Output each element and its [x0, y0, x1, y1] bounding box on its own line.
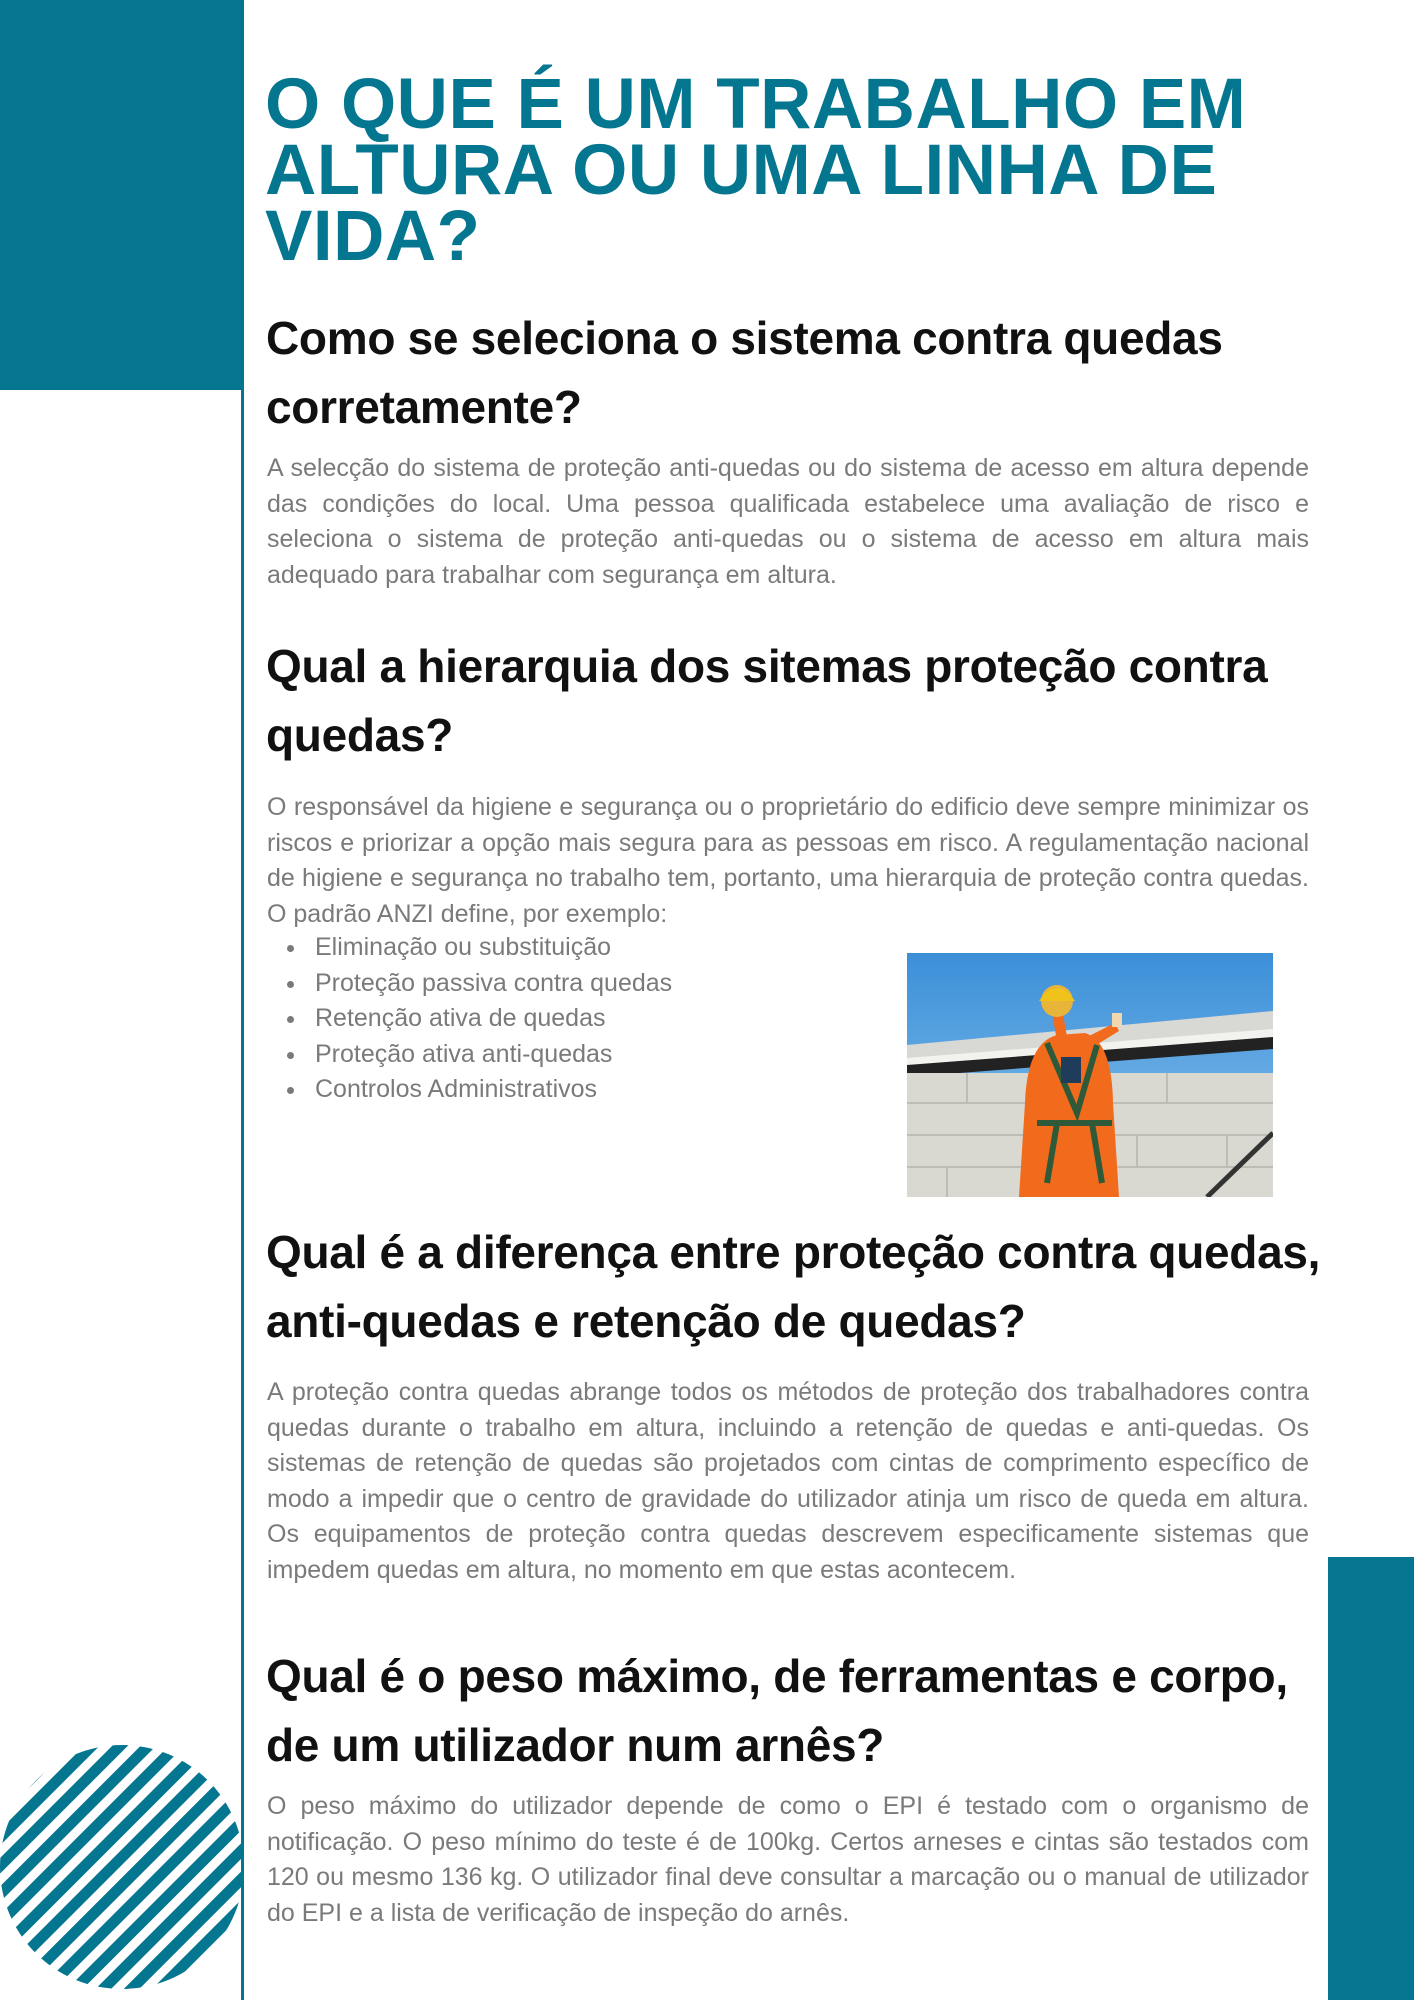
worker-harness-photo	[907, 953, 1273, 1197]
page-title: O QUE É UM TRABALHO EM ALTURA OU UMA LINHA DE VIDA?	[265, 65, 1247, 276]
decorative-teal-block-top	[0, 0, 244, 390]
section-heading-difference: Qual é a diferença entre proteção contra quedas, anti-quedas e retenção de quedas?	[266, 1226, 1321, 1347]
list-item: Retenção ativa de quedas	[267, 1001, 672, 1037]
list-item: Proteção ativa anti-quedas	[267, 1037, 672, 1073]
section-body-max-weight: O peso máximo do utilizador depende de como o EPI é testado com o organismo de notificação. O peso mínimo do teste é de 100kg. Certos arneses e cintas são testados com 120 ou mesmo 136 kg. O utilizador final deve consultar a marcação ou o manual de utilizador do EPI e a lista de verificação de inspeção do arnês.	[267, 1792, 1309, 1927]
section-heading-max-weight: Qual é o peso máximo, de ferramentas e corpo, de um utilizador num arnês?	[266, 1650, 1288, 1771]
section-body-difference: A proteção contra quedas abrange todos os métodos de proteção dos trabalhadores contra quedas durante o trabalho em altura, incluindo a retenção de quedas e anti-quedas. Os sistemas de retenção de quedas são projetados com cintas de comprimento específico de modo a impedir que o centro de gravidade do utilizador atinja um risco de queda em altura. Os equipamentos de proteção contra quedas descrevem especificamente sistemas que impedem quedas em altura, no momento em que estas acontecem.	[267, 1378, 1309, 1584]
list-item: Eliminação ou substituição	[267, 930, 672, 966]
section-heading-selection: Como se seleciona o sistema contra quedas corretamente?	[266, 312, 1223, 433]
section-body-hierarchy: O responsável da higiene e segurança ou o proprietário do edificio deve sempre minimizar os riscos e priorizar a opção mais segura para as pessoas em risco. A regulamentação nacional de higiene e segurança no trabalho tem, portanto, uma hierarquia de proteção contra quedas. O padrão ANZI define, por exemplo:	[267, 793, 1309, 928]
section-heading-hierarchy: Qual a hierarquia dos sitemas proteção contra quedas?	[266, 640, 1268, 761]
hierarchy-list	[267, 930, 672, 1108]
list-item: Controlos Administrativos	[267, 1072, 672, 1108]
list-item: Proteção passiva contra quedas	[267, 966, 672, 1002]
striped-circle-decoration	[0, 1745, 244, 1989]
section-body-selection: A selecção do sistema de proteção anti-quedas ou do sistema de acesso em altura depende das condições do local. Uma pessoa qualificada estabelece uma avaliação de risco e seleciona o sistema de proteção anti-quedas ou o sistema de acesso em altura mais adequado para trabalhar com segurança em altura.	[267, 454, 1309, 589]
